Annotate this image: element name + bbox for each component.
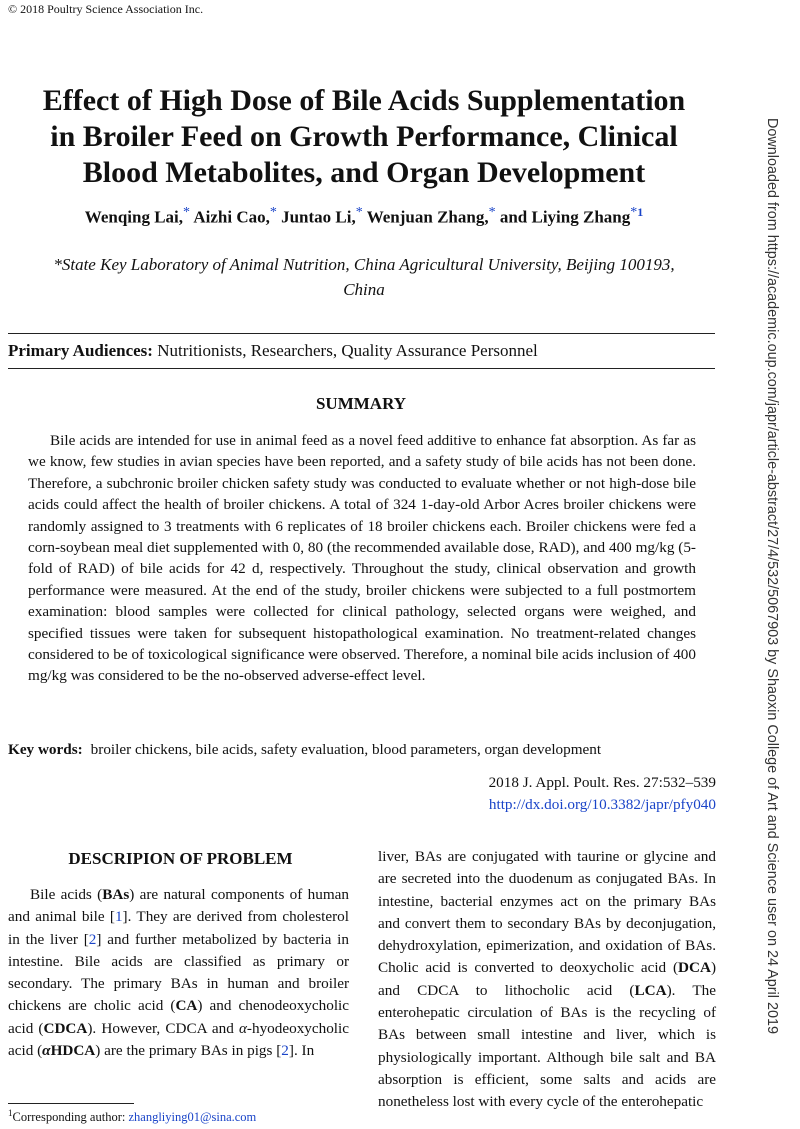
email-link[interactable]: zhangliying01@sina.com bbox=[128, 1110, 257, 1125]
body-column-right bbox=[378, 846, 716, 1114]
divider bbox=[8, 368, 715, 369]
author-name: Wenjuan Zhang, bbox=[366, 207, 489, 227]
summary-paragraph: Bile acids are intended for use in animal feed as a novel feed additive to enhance fat absorption. As far as we know, few studies in avian species have been reported, and a safety study of bile acids has not been done. Therefore, a subchronic broiler chicken safety study was conducted to evaluate whether or not high-dose bile acids could affect the health of broiler chickens. A total of 324 1-day-old Arbor Acres broiler chickens were randomly assigned to 3 treatments with 6 replicates of 18 broiler chickens each. Broiler chickens were fed a corn-soybean meal diet supplemented with 0, 80 (the recommended available dose, RAD), and 400 mg/kg (5-fold of RAD) of bile acids for 42 d, respectively. Throughout the study, clinical observation and growth performance were measured. At the end of the study, broiler chickens were subjected to a full postmortem examination: blood samples were collected for clinical pathology, selected organs were weighed, and specified tissues were taken for subsequent histopathological examination. No treatment-related changes considered to be of toxicological significance were observed. Therefore, a nominal bile acids inclusion of 400 mg/kg was considered to be the no-observed adverse-effect level. bbox=[28, 432, 696, 685]
affiliation-star-link[interactable]: * bbox=[183, 205, 191, 220]
footnote-divider bbox=[8, 1103, 134, 1104]
body-text: ]. They are derived from cholesterol in the liver [ bbox=[8, 908, 349, 948]
copyright-notice: © 2018 Poultry Science Association Inc. bbox=[8, 2, 204, 16]
author-name: and Liying Zhang bbox=[499, 207, 631, 227]
author-list bbox=[0, 205, 728, 228]
affiliation-star-link[interactable]: * bbox=[269, 205, 277, 220]
keywords-text: broiler chickens, bile acids, safety evaluation, blood parameters, organ development bbox=[90, 741, 602, 758]
title-line: Blood Metabolites, and Organ Development bbox=[82, 156, 646, 189]
body-text: ]. In bbox=[288, 1042, 315, 1060]
audiences-text: Nutritionists, Researchers, Quality Assurance Personnel bbox=[157, 341, 538, 360]
keywords bbox=[8, 741, 601, 759]
abbreviation: BAs bbox=[102, 886, 130, 903]
download-notice: Downloaded from https://academic.oup.com/japr/article-abstract/27/4/532/5067903 by Shaoxin College of Art and Science user on 24 April 2019 bbox=[764, 118, 780, 1034]
reference-link[interactable]: 2 bbox=[281, 1042, 289, 1060]
summary-heading: SUMMARY bbox=[315, 394, 407, 413]
doi-link[interactable]: http://dx.doi.org/10.3382/japr/pfy040 bbox=[488, 796, 716, 813]
journal-citation: 2018 J. Appl. Poult. Res. 27:532–539 bbox=[488, 774, 716, 791]
affiliation-line bbox=[0, 252, 728, 277]
body-text: ) and CDCA to lithocholic acid ( bbox=[378, 959, 716, 999]
footnote-link[interactable]: 1 bbox=[637, 205, 644, 219]
author-name: Aizhi Cao, bbox=[193, 207, 270, 227]
keywords-label: Key words: bbox=[8, 741, 83, 758]
body-text: ) and chenodeoxycholic acid ( bbox=[8, 997, 349, 1037]
affiliation-text: State Key Laboratory of Animal Nutrition, China Agricultural University, Beijing 100193, bbox=[61, 255, 675, 274]
abbreviation: DCA bbox=[678, 959, 711, 977]
author-name: Juntao Li, bbox=[281, 207, 356, 227]
body-text: ). However, CDCA and bbox=[87, 1019, 239, 1037]
body-text: Bile acids ( bbox=[30, 886, 103, 903]
body-column-left bbox=[8, 884, 349, 1062]
body-text: -hyodeoxycholic acid ( bbox=[8, 1019, 349, 1060]
footnote-mark: 1 bbox=[8, 1108, 13, 1118]
footnote-text: Corresponding author: bbox=[12, 1110, 129, 1125]
affiliation-star-link[interactable]: * bbox=[355, 205, 363, 220]
affiliation bbox=[0, 252, 728, 302]
abbreviation: LCA bbox=[634, 981, 667, 999]
audiences-label: Primary Audiences: bbox=[8, 341, 153, 360]
affiliation-star-link[interactable]: * bbox=[630, 205, 638, 220]
affiliation-star-link[interactable]: * bbox=[488, 205, 496, 220]
body-text: ) are natural components of human and animal bile [ bbox=[8, 886, 349, 926]
author-name: Wenqing Lai, bbox=[84, 207, 184, 227]
affiliation-mark: * bbox=[53, 255, 62, 274]
reference-link[interactable]: 1 bbox=[114, 908, 123, 926]
divider bbox=[8, 333, 715, 334]
abbreviation: CDCA bbox=[43, 1019, 88, 1037]
greek-symbol: α bbox=[238, 1019, 247, 1037]
article-title bbox=[0, 83, 728, 191]
section-heading: DESCRIPION OF PROBLEM bbox=[68, 849, 293, 868]
body-text: liver, BAs are conjugated with taurine or glycine and are secreted into the duodenum as conjugated BAs. In intestine, bacterial enzymes act on the primary BAs and convert them to secondary BAs by deconjugation, dehydroxylation, epimerization, and oxidation of BAs. Cholic acid is converted to deoxycholic acid ( bbox=[378, 848, 716, 977]
abbreviation: CA bbox=[175, 997, 198, 1015]
body-text: ). The enterohepatic circulation of BAs is the recycling of BAs between small intestine and liver, which is physiologically important. Although bile salt and BA absorption is efficient, some salts and acids are nonetheless lost with every cycle of the enterohepatic bbox=[378, 981, 716, 1111]
abbreviation: HDCA bbox=[50, 1042, 96, 1060]
primary-audiences bbox=[8, 341, 538, 361]
greek-symbol: α bbox=[42, 1042, 51, 1060]
affiliation-line: China bbox=[343, 280, 385, 299]
footnote bbox=[8, 1108, 256, 1125]
reference-link[interactable]: 2 bbox=[88, 930, 97, 948]
title-line: in Broiler Feed on Growth Performance, Clinical bbox=[50, 120, 678, 153]
body-text: ] and further metabolized by bacteria in intestine. Bile acids are classified as primary or secondary. The primary BAs in human and broiler chickens are cholic acid ( bbox=[8, 930, 349, 1015]
body-text: ) are the primary BAs in pigs [ bbox=[95, 1042, 282, 1060]
title-line: Effect of High Dose of Bile Acids Supplementation bbox=[42, 84, 686, 117]
